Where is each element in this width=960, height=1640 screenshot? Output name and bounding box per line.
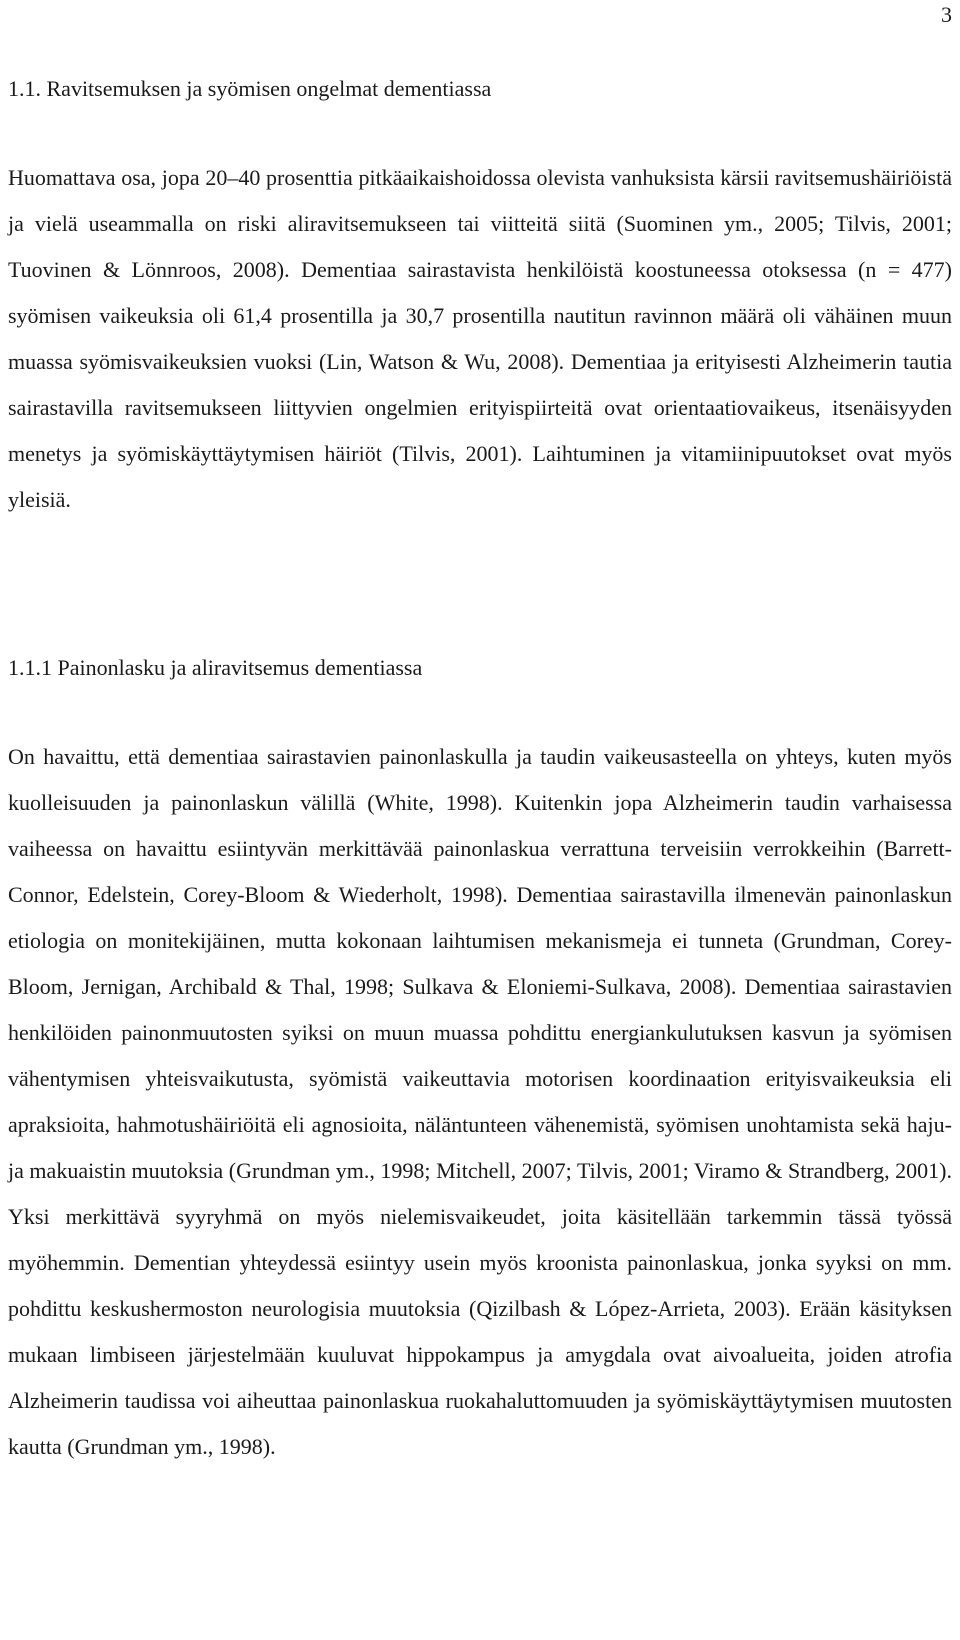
section-heading-painonlasku: 1.1.1 Painonlasku ja aliravitsemus dementiassa <box>8 655 423 680</box>
section-heading-ravitsemus: 1.1. Ravitsemuksen ja syömisen ongelmat dementiassa <box>8 76 492 101</box>
section-paragraph-ravitsemus: Huomattava osa, jopa 20–40 prosenttia pitkäaikaishoidossa olevista vanhuksista kärsii ravitsemushäiriöistä ja vielä useammalla on riski aliravitsemukseen tai viitteitä siitä (Suominen ym., 2005; Tilvis, 2001; Tuovinen & Lönnroos, 2008). Dementiaa sairastavista henkilöistä koostuneessa otoksessa (n = 477) syömisen vaikeuksia oli 61,4 prosentilla ja 30,7 prosentilla nautitun ravinnon määrä oli vähäinen muun muassa syömisvaikeuksien vuoksi (Lin, Watson & Wu, 2008). Dementiaa ja erityisesti Alzheimerin tautia sairastavilla ravitsemukseen liittyvien ongelmien erityispiirteitä ovat orientaatiovaikeus, itsenäisyyden menetys ja syömiskäyttäytymisen häiriöt (Tilvis, 2001). Laihtuminen ja vitamiinipuutokset ovat myös yleisiä. <box>8 165 952 512</box>
section-paragraph-painonlasku: On havaittu, että dementiaa sairastavien painonlaskulla ja taudin vaikeusasteella on yhteys, kuten myös kuolleisuuden ja painonlaskun välillä (White, 1998). Kuitenkin jopa Alzheimerin taudin varhaisessa vaiheessa on havaittu esiintyvän merkittävää painonlaskua verrattuna terveisiin verrokkeihin (Barrett-Connor, Edelstein, Corey-Bloom & Wiederholt, 1998). Dementiaa sairastavilla ilmenevän painonlaskun etiologia on monitekijäinen, mutta kokonaan laihtumisen mekanismeja ei tunneta (Grundman, Corey-Bloom, Jernigan, Archibald & Thal, 1998; Sulkava & Eloniemi-Sulkava, 2008). Dementiaa sairastavien henkilöiden painonmuutosten syiksi on muun muassa pohdittu energiankulutuksen kasvun ja syömisen vähentymisen yhteisvaikutusta, syömistä vaikeuttavia motorisen koordinaation erityisvaikeuksia eli apraksioita, hahmotushäiriöitä eli agnosioita, näläntunteen vähenemistä, syömisen unohtamista sekä haju- ja makuaistin muutoksia (Grundman ym., 1998; Mitchell, 2007; Tilvis, 2001; Viramo & Strandberg, 2001). Yksi merkittävä syyryhmä on myös nielemisvaikeudet, joita käsitellään tarkemmin tässä työssä myöhemmin. Dementian yhteydessä esiintyy usein myös kroonista painonlaskua, jonka syyksi on mm. pohdittu keskushermoston neurologisia muutoksia (Qizilbash & López-Arrieta, 2003). Erään käsityksen mukaan limbiseen järjestelmään kuuluvat hippokampus ja amygdala ovat aivoalueita, joiden atrofia Alzheimerin taudissa voi aiheuttaa painonlaskua ruokahaluttomuuden ja syömiskäyttäytymisen muutosten kautta (Grundman ym., 1998). <box>8 744 952 1459</box>
page-number: 3 <box>941 2 952 27</box>
